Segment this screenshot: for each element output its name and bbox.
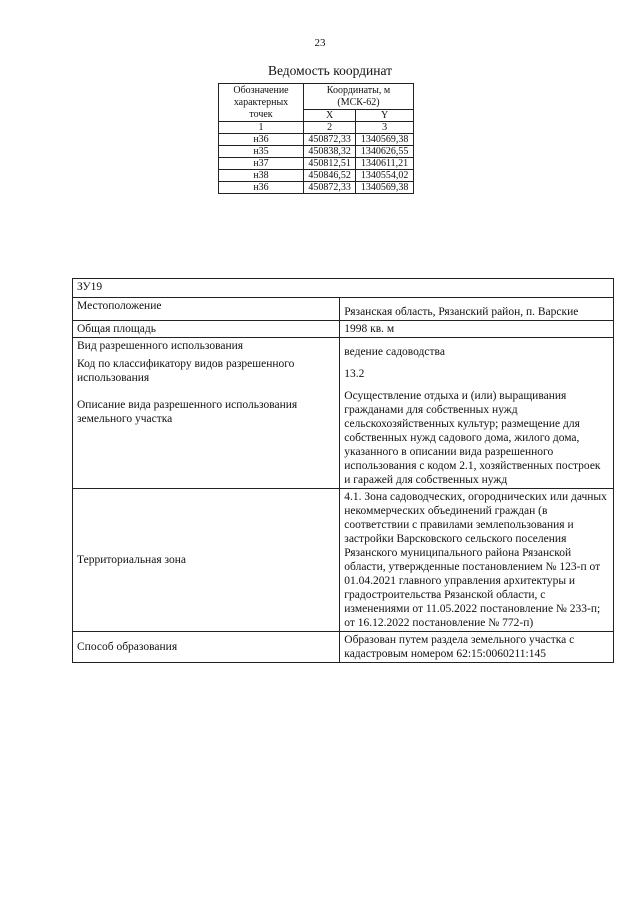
use-description-label: Описание вида разрешенного использования земельного участка xyxy=(77,399,298,425)
y-cell: 1340554,02 xyxy=(356,170,414,182)
col-number: 2 xyxy=(304,122,356,134)
use-values-cell xyxy=(340,338,614,489)
coords-colnum-row xyxy=(219,122,414,134)
table-row xyxy=(219,170,414,182)
use-row xyxy=(73,338,614,489)
use-type-value: ведение садоводства xyxy=(344,346,445,358)
coords-table-title: Ведомость координат xyxy=(267,63,393,78)
x-cell: 450838,32 xyxy=(304,146,356,158)
table-row xyxy=(219,134,414,146)
formation-value: Образован путем раздела земельного участка с кадастровым номером 62:15:0060211:145 xyxy=(340,632,614,663)
coord-system-label: (МСК-62) xyxy=(337,97,380,108)
formation-row xyxy=(73,632,614,663)
parcel-id-row xyxy=(73,279,614,298)
parcel-id: ЗУ19 xyxy=(73,279,614,298)
classifier-code-label: Код по классификатору видов разрешенного использования xyxy=(77,358,295,384)
area-row xyxy=(73,321,614,338)
col-number: 3 xyxy=(356,122,414,134)
x-header: X xyxy=(304,110,356,122)
coords-label: Координаты, м xyxy=(326,85,391,96)
y-cell: 1340626,55 xyxy=(356,146,414,158)
point-cell: н36 xyxy=(219,182,304,194)
coords-header xyxy=(304,84,414,110)
use-type-label: Вид разрешенного использования xyxy=(77,340,244,352)
area-value: 1998 кв. м xyxy=(340,321,614,338)
area-label: Общая площадь xyxy=(73,321,340,338)
y-cell: 1340611,21 xyxy=(356,158,414,170)
table-row xyxy=(219,146,414,158)
y-header: Y xyxy=(356,110,414,122)
location-value: Рязанская область, Рязанский район, п. Варские xyxy=(340,298,614,321)
location-row xyxy=(73,298,614,321)
use-labels-cell xyxy=(73,338,340,489)
use-description-value: Осуществление отдыха и (или) выращивания гражданами для собственных нужд сельскохозяйственных культур; размещение для собственных нужд садового дома, жилого дома, указанного в описании вида разрешенного использования с кодом 2.1, хозяйственных построек и гаражей для собственных нужд xyxy=(344,390,601,486)
location-label: Местоположение xyxy=(73,298,340,321)
point-cell: н37 xyxy=(219,158,304,170)
classifier-code-value: 13.2 xyxy=(344,368,365,380)
zone-row xyxy=(73,489,614,632)
zone-value: 4.1. Зона садоводческих, огороднических или дачных некоммерческих объединений граждан (в соответствии с правилами землепользования и застройки Варсковского сельского поселения Рязанского муниципального района Рязанской области, утвержденные постановлением № 123-п от 01.04.2021 главного управления архитектуры и градостроительства Рязанской области, с изменениями от 11.05.2022 постановление № 233-п; от 16.12.2022 постановление № 772-п) xyxy=(340,489,614,632)
coords-header-row xyxy=(219,84,414,110)
x-cell: 450872,33 xyxy=(304,182,356,194)
zone-label: Территориальная зона xyxy=(73,489,340,632)
point-cell: н35 xyxy=(219,146,304,158)
y-cell: 1340569,38 xyxy=(356,182,414,194)
formation-label: Способ образования xyxy=(73,632,340,663)
table-row xyxy=(219,182,414,194)
parcel-info-table xyxy=(72,278,614,663)
point-designation-header: Обозначение характерных точек xyxy=(219,84,304,122)
x-cell: 450872,33 xyxy=(304,134,356,146)
coordinates-table xyxy=(218,83,414,194)
col-number: 1 xyxy=(219,122,304,134)
x-cell: 450812,51 xyxy=(304,158,356,170)
table-row xyxy=(219,158,414,170)
point-cell: н38 xyxy=(219,170,304,182)
y-cell: 1340569,38 xyxy=(356,134,414,146)
page-number: 23 xyxy=(314,37,326,49)
point-cell: н36 xyxy=(219,134,304,146)
x-cell: 450846,52 xyxy=(304,170,356,182)
